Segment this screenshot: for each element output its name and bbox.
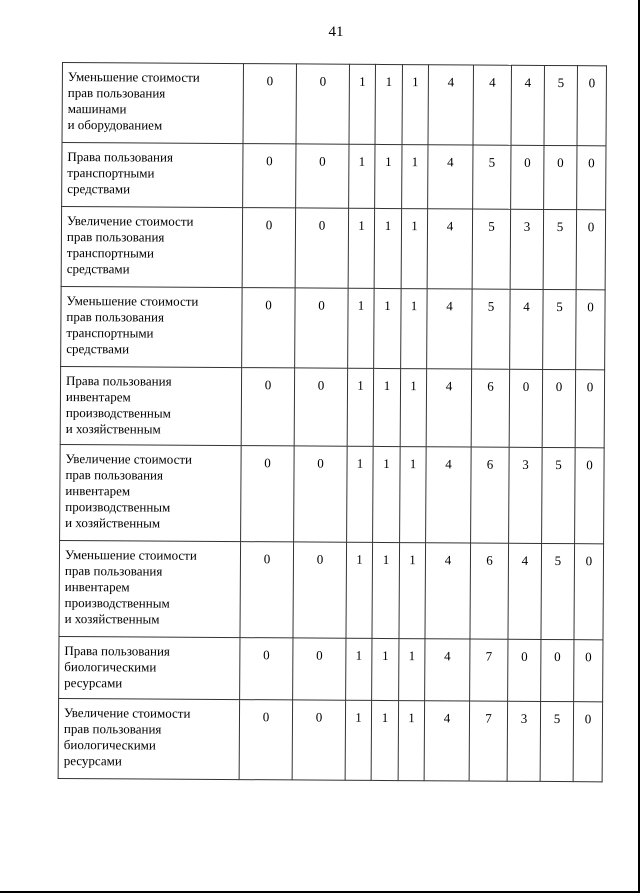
code-cell: 0 — [243, 64, 296, 144]
row-label: Увеличение стоимости прав пользования транспортными средствами — [61, 207, 242, 288]
code-cell: 0 — [240, 542, 294, 638]
code-cell: 0 — [239, 700, 292, 780]
code-cell: 1 — [347, 368, 373, 446]
code-cell: 0 — [242, 208, 295, 288]
code-cell: 1 — [375, 64, 402, 144]
code-cell: 0 — [296, 64, 349, 144]
code-cell: 0 — [241, 368, 294, 446]
code-cell: 1 — [401, 289, 427, 369]
code-cell: 0 — [242, 288, 295, 368]
code-cell: 7 — [470, 639, 508, 701]
code-cell: 3 — [510, 209, 543, 289]
code-cell: 0 — [511, 145, 544, 209]
code-cell: 0 — [574, 640, 603, 702]
code-cell: 0 — [292, 700, 345, 780]
code-cell: 5 — [542, 447, 576, 543]
code-cell: 6 — [471, 369, 509, 447]
code-cell: 1 — [400, 369, 426, 447]
code-cell: 0 — [294, 446, 348, 542]
page-number: 41 — [328, 24, 344, 40]
code-cell: 0 — [577, 146, 606, 210]
table-row — [61, 286, 605, 369]
code-cell: 4 — [428, 145, 473, 209]
table-row — [60, 444, 605, 543]
code-cell: 5 — [540, 701, 573, 781]
row-label: Права пользования биологическими ресурсами — [59, 636, 240, 699]
code-cell: 3 — [509, 447, 543, 543]
code-cell: 1 — [398, 701, 424, 781]
code-cell: 4 — [424, 701, 469, 781]
code-cell: 4 — [511, 65, 544, 145]
code-cell: 7 — [469, 701, 507, 781]
code-cell: 1 — [375, 144, 402, 208]
code-cell: 5 — [472, 289, 510, 369]
code-cell: 4 — [473, 65, 511, 145]
code-cell: 1 — [374, 288, 401, 368]
row-label: Права пользования инвентарем производственным и хозяйственным — [60, 366, 241, 445]
code-cell: 1 — [401, 209, 427, 289]
code-cell: 1 — [399, 543, 426, 639]
code-cell: 5 — [543, 289, 576, 369]
code-cell: 4 — [425, 639, 470, 701]
code-cell: 4 — [510, 289, 543, 369]
code-cell: 0 — [541, 639, 574, 701]
code-cell: 0 — [241, 446, 295, 542]
code-cell: 1 — [373, 368, 400, 446]
code-cell: 1 — [372, 638, 399, 700]
code-cell: 1 — [346, 638, 372, 700]
code-cell: 0 — [508, 639, 541, 701]
table-row — [60, 366, 604, 447]
code-cell: 5 — [544, 65, 577, 145]
row-label: Уменьшение стоимости прав пользования транспортными средствами — [61, 286, 242, 367]
code-cell: 1 — [400, 447, 427, 543]
code-cell: 4 — [425, 543, 471, 639]
code-cell: 0 — [542, 369, 575, 447]
code-cell: 0 — [576, 290, 605, 370]
table-row — [61, 207, 605, 290]
code-cell: 1 — [402, 145, 428, 209]
code-cell: 0 — [544, 145, 577, 209]
code-cell: 0 — [293, 638, 346, 700]
row-label: Увеличение стоимости прав пользования инвентарем производственным и хозяйственным — [60, 444, 242, 541]
code-cell: 5 — [473, 145, 511, 209]
code-cell: 1 — [371, 700, 398, 780]
code-cell: 0 — [576, 210, 605, 290]
code-cell: 4 — [508, 543, 542, 639]
code-cell: 4 — [427, 289, 472, 369]
code-cell: 4 — [426, 369, 471, 447]
code-cell: 4 — [426, 447, 472, 543]
code-cell: 6 — [471, 447, 510, 543]
code-cell: 0 — [293, 542, 347, 638]
code-cell: 4 — [427, 209, 472, 289]
code-cell: 0 — [509, 369, 542, 447]
code-cell: 1 — [345, 700, 371, 780]
code-cell: 1 — [348, 288, 374, 368]
code-cell: 0 — [296, 144, 349, 208]
row-label: Увеличение стоимости прав пользования биологическими ресурсами — [58, 698, 239, 779]
code-cell: 0 — [577, 66, 606, 146]
code-cell: 0 — [295, 208, 348, 288]
classification-table — [58, 62, 607, 782]
table-row — [59, 540, 604, 639]
row-label: Уменьшение стоимости прав пользования инвентарем производственным и хозяйственным — [59, 540, 241, 637]
code-cell: 4 — [428, 65, 473, 145]
row-label: Права пользования транспортными средствами — [62, 143, 243, 208]
code-cell: 0 — [573, 702, 602, 782]
row-label: Уменьшение стоимости прав пользования машинами и оборудованием — [62, 63, 243, 144]
code-cell: 0 — [294, 368, 347, 446]
code-cell: 6 — [470, 543, 509, 639]
code-cell: 0 — [243, 144, 296, 208]
code-cell: 1 — [373, 446, 401, 542]
code-cell: 0 — [574, 544, 604, 640]
code-cell: 1 — [349, 144, 375, 208]
table-row — [62, 63, 606, 146]
code-cell: 3 — [507, 701, 540, 781]
table-row — [58, 698, 602, 781]
code-cell: 1 — [348, 208, 374, 288]
code-cell: 1 — [372, 542, 400, 638]
code-cell: 0 — [575, 370, 604, 448]
code-cell: 1 — [399, 639, 425, 701]
code-cell: 0 — [240, 638, 293, 700]
code-cell: 1 — [347, 446, 374, 542]
code-cell: 1 — [349, 64, 375, 144]
code-cell: 1 — [374, 208, 401, 288]
code-cell: 5 — [472, 209, 510, 289]
code-cell: 0 — [575, 448, 605, 544]
code-cell: 5 — [543, 209, 576, 289]
code-cell: 1 — [402, 65, 428, 145]
code-cell: 0 — [295, 288, 348, 368]
code-cell: 5 — [541, 543, 575, 639]
code-cell: 1 — [346, 542, 373, 638]
table-row — [62, 143, 606, 210]
table-row — [59, 636, 603, 701]
